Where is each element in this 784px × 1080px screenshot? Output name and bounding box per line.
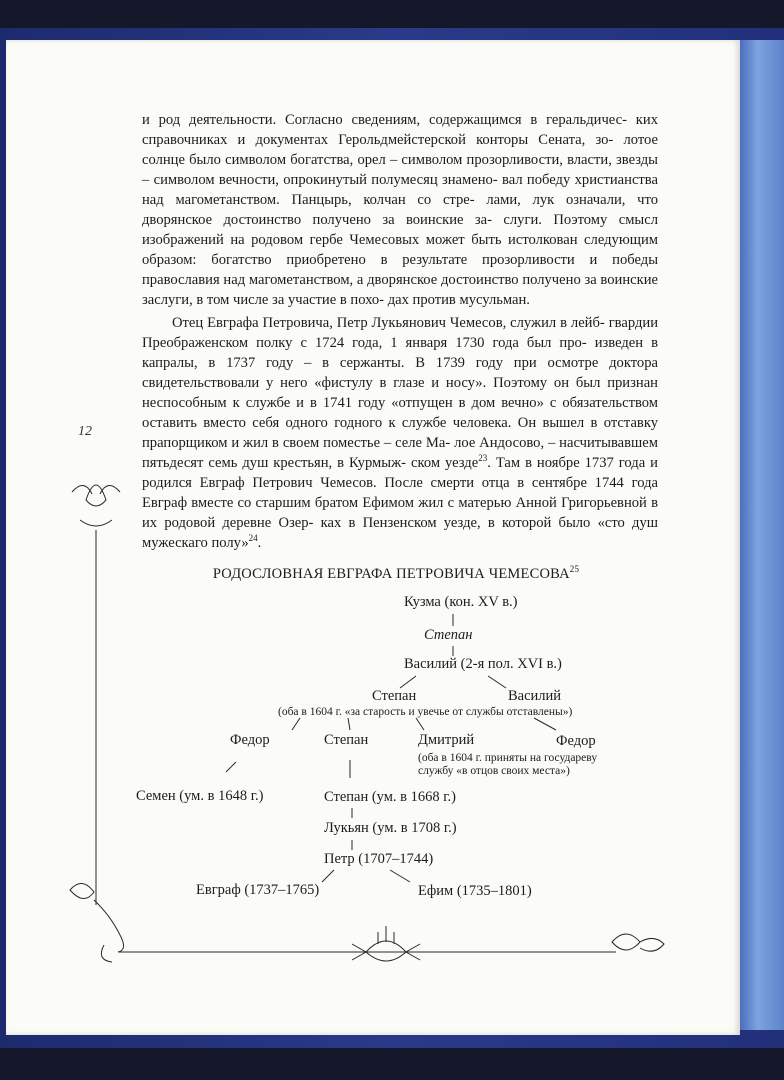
node-fedor-2: Федор [556, 733, 596, 749]
node-stepan-4: Степан (ум. в 1668 г.) [324, 789, 457, 805]
paragraph-1: и род деятельности. Согласно сведениям, содержащимся в геральдичес- ких справочниках и документах Герольдмейстерской конторы Сената, зо- лотое солнце было символом богатства, орел – символом прозорливости, власти, звезды – символом вечности, опрокинутый полумесяц знамено- вал победу христианства над магометанством. Панцырь, колчан со стре- лами, лук означали, что дворянское достоинство получено за воинские за- слуги. Поэтому смысл изображений на родовом гербе Чемесовых может быть истолкован следующим образом: богатство приобретено в результате прозорливости и победы православия над магометанством, а дворянское достоинство получено за воинские заслуги, в том числе за участие в похо- дах против мусульман. [142, 112, 659, 308]
footnote-ref-23: 23 [478, 453, 488, 464]
genealogy-title: РОДОСЛОВНАЯ ЕВГРАФА ПЕТРОВИЧА ЧЕМЕСОВА$^{25}$ [212, 564, 580, 582]
node-dmitry: Дмитрий [418, 732, 475, 748]
node-vasily-2: Василий [508, 688, 562, 704]
footnote-ref-24: 24 [248, 533, 258, 544]
node-semen: Семен (ум. в 1648 г.) [136, 788, 264, 804]
note-both-retired: (оба в 1604 г. «за старость и увечье от службы отставлены») [278, 706, 573, 718]
body-text [142, 110, 658, 553]
node-fedor-1: Федор [230, 732, 270, 748]
node-lukyan: Лукьян (ум. в 1708 г.) [324, 820, 457, 836]
node-stepan-2: Степан [372, 688, 417, 704]
node-efim: Ефим (1735–1801) [418, 883, 532, 899]
node-stepan-3: Степан [324, 732, 369, 748]
node-vasily-1: Василий (2-я пол. XVI в.) [404, 656, 562, 672]
book-cover-edge [740, 40, 784, 1030]
note-both-accepted-line-1: (оба в 1604 г. приняты на государеву [418, 752, 598, 764]
page-number: 12 [78, 424, 92, 439]
node-evgraf: Евграф (1737–1765) [196, 882, 320, 898]
note-both-accepted-line-2: службу «в отцов своих места») [418, 765, 570, 777]
node-stepan-1: Степан [424, 627, 473, 643]
footnote-ref-25: 25 [569, 564, 580, 575]
node-petr: Петр (1707–1744) [324, 851, 434, 867]
paragraph-2: Отец Евграфа Петровича, Петр Лукьянович Чемесов, служил в лейб- гвардии Преображенском полку с 1724 года, 1 января 1730 года был про- изведен в капралы, в 1737 году – в сержанты. В 1739 году при осмотре доктора свидетельствовали у него «фистулу в глазе и носу». Поэтому он был признан неспособным к службе и в 1741 году «отпущен в дом вечно» с обязательством оставить вместо себя одного годного к службе человека. Он вышел в отставку прапорщиком и жил в своем поместье – селе Ма- лое Андосово, – насчитывавшем пятьдесят семь душ крестьян, в Курмыж- ском уезде$^{23}$. Там в ноябре 1737 года и родился Евграф Петрович Чемесов. После смерти отца в сентябре 1744 года Евграф вместе со старшим братом Ефимом жил с матерью Анной Григорьевной в их родовой деревне Озер- ках в Пензенском уезде, в которой было «сто душ мужескаго полу»$^{24}$. [142, 315, 659, 551]
node-kuzma: Кузма (кон. XV в.) [404, 594, 518, 610]
